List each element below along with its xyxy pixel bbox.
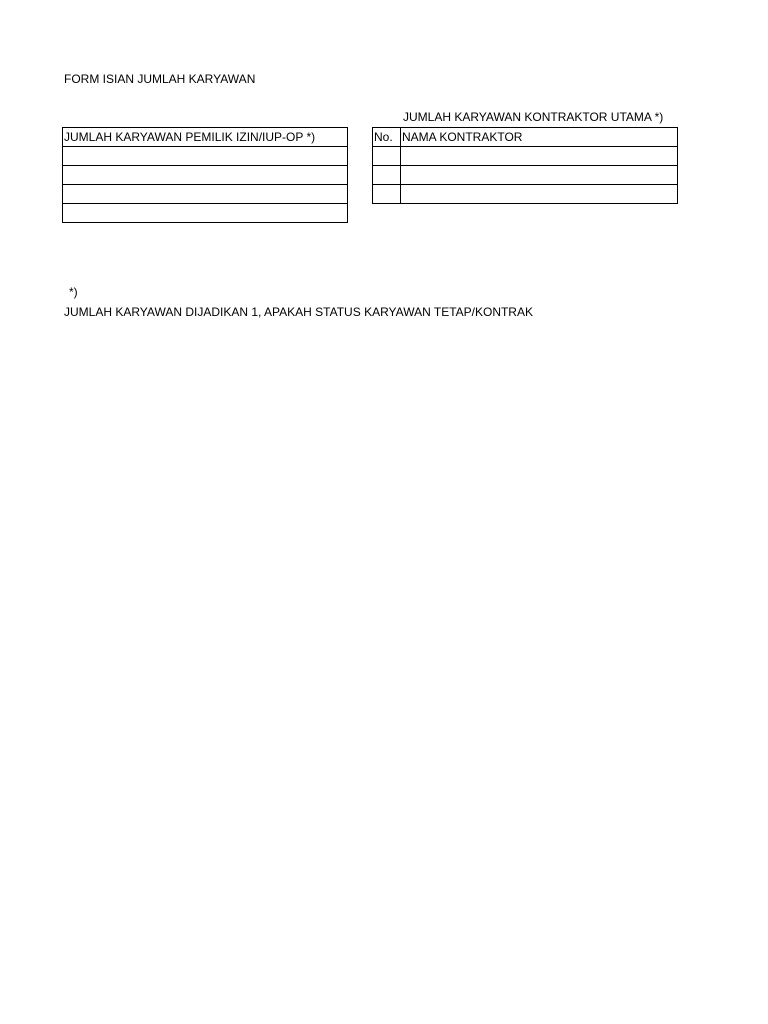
footnote-text: JUMLAH KARYAWAN DIJADIKAN 1, APAKAH STATUS KARYAWAN TETAP/KONTRAK (64, 305, 533, 319)
form-title: FORM ISIAN JUMLAH KARYAWAN (64, 72, 256, 86)
contractor-name-cell[interactable] (401, 185, 678, 204)
row-number-cell[interactable] (373, 185, 401, 204)
contractor-table (372, 127, 678, 204)
footnote-marker: *) (69, 285, 78, 299)
row-number-cell[interactable] (373, 166, 401, 185)
table-row (63, 185, 348, 204)
table-header-row (63, 128, 348, 147)
owner-count-cell[interactable] (63, 147, 348, 166)
table-row (63, 166, 348, 185)
row-number-cell[interactable] (373, 147, 401, 166)
table-row (373, 147, 678, 166)
owner-count-cell[interactable] (63, 185, 348, 204)
owner-count-cell[interactable] (63, 204, 348, 223)
contractor-name-cell[interactable] (401, 166, 678, 185)
column-header-no: No. (373, 128, 401, 147)
owner-count-cell[interactable] (63, 166, 348, 185)
contractor-name-cell[interactable] (401, 147, 678, 166)
column-header-contractor-name: NAMA KONTRAKTOR (401, 128, 678, 147)
table-row (373, 166, 678, 185)
table-header-row (373, 128, 678, 147)
owner-employee-table (62, 127, 348, 223)
table-row (373, 185, 678, 204)
table-row (63, 204, 348, 223)
contractor-table-caption: JUMLAH KARYAWAN KONTRAKTOR UTAMA *) (403, 110, 664, 124)
table-row (63, 147, 348, 166)
owner-table-header: JUMLAH KARYAWAN PEMILIK IZIN/IUP-OP *) (63, 128, 348, 147)
